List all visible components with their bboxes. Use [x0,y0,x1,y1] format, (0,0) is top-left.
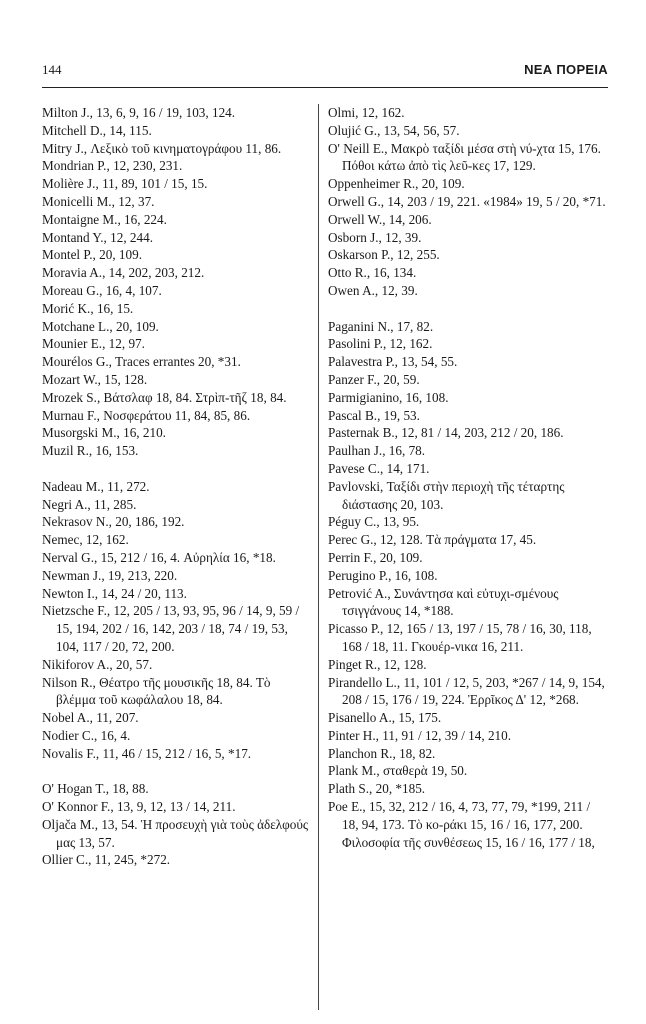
index-entry: Mitry J., Λεξικὸ τοῦ κινηματογράφου 11, 86. [42,140,282,156]
index-entry: Montaigne M., 16, 224. [42,211,167,227]
index-column-left [42,104,310,869]
index-entry: Palavestra P., 13, 54, 55. [328,354,458,370]
index-entry: Pisanello A., 15, 175. [328,710,442,726]
index-entry: Owen A., 12, 39. [328,282,418,298]
index-entry: Pasternak B., 12, 81 / 14, 203, 212 / 20, 186. [328,425,564,441]
index-entry: Nilson R., Θέατρο τῆς μουσικῆς 18, 84. Τὸ βλέμμα τοῦ κωφάλαλου 18, 84. [42,674,271,708]
index-entry: Novalis F., 11, 46 / 15, 212 / 16, 5, *17. [42,745,252,761]
index-entry: Plath S., 20, *185. [328,781,426,797]
index-entry: Nadeau M., 11, 272. [42,478,150,494]
index-entry: Motchane L., 20, 109. [42,318,159,334]
index-entry: Petrović A., Συνάντησα καὶ εὐτυχι-σμένους τσιγγάνους 14, *188. [328,585,559,619]
index-entry: O' Hogan T., 18, 88. [42,781,149,797]
index-entry: Newton I., 14, 24 / 20, 113. [42,585,187,601]
index-entry: Parmigianino, 16, 108. [328,389,449,405]
index-entry: O' Konnor F., 13, 9, 12, 13 / 14, 211. [42,799,236,815]
index-entry: Paulhan J., 16, 78. [328,443,426,459]
index-entry: Montand Y., 12, 244. [42,229,153,245]
column-divider [318,104,319,1010]
index-entry: Newman J., 19, 213, 220. [42,567,178,583]
index-entry: Nietzsche F., 12, 205 / 13, 93, 95, 96 / 14, 9, 59 / 15, 194, 202 / 16, 142, 203 / 18, 74 / 19, 53, 104, 117 / 20, 72, 200. [42,603,300,654]
index-column-right [328,104,608,851]
index-entry: Muzil R., 16, 153. [42,443,139,459]
index-entry: Mozart W., 15, 128. [42,371,148,387]
index-entry: Negri A., 11, 285. [42,496,137,512]
header-rule [42,87,608,88]
letter-group-gap [42,460,310,478]
index-entry: Pasolini P., 12, 162. [328,336,433,352]
index-entry: Planchon R., 18, 82. [328,745,436,761]
index-entry: Mrozek S., Βάτσλαφ 18, 84. Στρὶπ-τῆζ 18, 84. [42,389,287,405]
index-entry: Pascal B., 19, 53. [328,407,420,423]
index-entry: Ollier C., 11, 245, *272. [42,852,171,868]
index-entry: Oljača M., 13, 54. Ἡ προσευχὴ γιὰ τοὺς ἀδελφούς μας 13, 57. [42,816,309,850]
index-entry: Pavese C., 14, 171. [328,460,430,476]
index-entry: Oppenheimer R., 20, 109. [328,176,465,192]
index-entry: Mitchell D., 14, 115. [42,122,152,138]
letter-group-gap [42,762,310,780]
index-entry: Pavlovski, Ταξίδι στὴν περιοχὴ τῆς τέταρτης διάστασης 20, 103. [328,478,565,512]
index-entry: Osborn J., 12, 39. [328,229,422,245]
index-entry: Milton J., 13, 6, 9, 16 / 19, 103, 124. [42,105,236,120]
index-entry: Mourélos G., Traces errantes 20, *31. [42,354,241,370]
index-entry: Olujić G., 13, 54, 56, 57. [328,122,460,138]
index-entry: Panzer F., 20, 59. [328,371,420,387]
index-entry: Poe E., 15, 32, 212 / 16, 4, 73, 77, 79, *199, 211 / 18, 94, 173. Τὸ κο-ράκι 15, 16 / 16, 177, 200. Φιλοσοφία τῆς συνθέσεως 15, 16 / 16, 177 / 18, [328,799,595,850]
index-entry: O' Neill E., Μακρὸ ταξίδι μέσα στὴ νύ-χτα 15, 176. Πόθοι κάτω ἀπὸ τὶς λεῦ-κες 17, 129. [328,140,601,174]
index-entry: Mounier E., 12, 97. [42,336,145,352]
index-entry: Nerval G., 15, 212 / 16, 4. Αὐρηλία 16, *18. [42,549,276,565]
index-entry: Paganini N., 17, 82. [328,318,434,334]
index-entry: Perugino P., 16, 108. [328,567,438,583]
index-entry: Monicelli M., 12, 37. [42,193,155,209]
index-entry: Pinget R., 12, 128. [328,656,427,672]
index-entry: Nemec, 12, 162. [42,532,129,548]
page-number: 144 [42,62,62,77]
index-entry: Montel P., 20, 109. [42,247,143,263]
index-entry: Orwell W., 14, 206. [328,211,432,227]
index-entry: Nekrasov N., 20, 186, 192. [42,514,185,530]
running-title: ΝΕΑ ΠΟΡΕΙΑ [524,62,608,77]
index-entry: Otto R., 16, 134. [328,265,417,281]
index-entry: Molière J., 11, 89, 101 / 15, 15. [42,176,208,192]
index-entry: Nodier C., 16, 4. [42,727,131,743]
index-entry: Picasso P., 12, 165 / 13, 197 / 15, 78 / 16, 30, 118, 168 / 18, 11. Γκουέρ-νικα 16, 211. [328,621,592,654]
index-entry: Orwell G., 14, 203 / 19, 221. «1984» 19, 5 / 20, *71. [328,193,606,209]
page-header [42,62,608,82]
index-entry: Oskarson P., 12, 255. [328,247,440,263]
index-entry: Nikiforov A., 20, 57. [42,656,153,672]
index-entry: Moreau G., 16, 4, 107. [42,282,162,298]
index-entry: Nobel A., 11, 207. [42,710,139,726]
letter-group-gap [328,300,608,318]
index-entry: Plank M., σταθερὰ 19, 50. [328,763,468,779]
index-entry: Morić K., 16, 15. [42,300,134,316]
index-entry: Pinter H., 11, 91 / 12, 39 / 14, 210. [328,727,512,743]
index-entry: Perec G., 12, 128. Τὰ πράγματα 17, 45. [328,532,537,548]
index-entry: Péguy C., 13, 95. [328,514,420,530]
index-entry: Musorgski M., 16, 210. [42,425,166,441]
index-entry: Mondrian P., 12, 230, 231. [42,158,183,174]
index-entry: Moravia A., 14, 202, 203, 212. [42,265,205,281]
index-entry: Olmi, 12, 162. [328,105,405,120]
index-entry: Pirandello L., 11, 101 / 12, 5, 203, *267 / 14, 9, 154, 208 / 15, 176 / 19, 224. Ἐρρῖκος Δ' 12, *268. [328,674,605,708]
index-entry: Murnau F., Νοσφεράτου 11, 84, 85, 86. [42,407,251,423]
index-entry: Perrin F., 20, 109. [328,549,423,565]
